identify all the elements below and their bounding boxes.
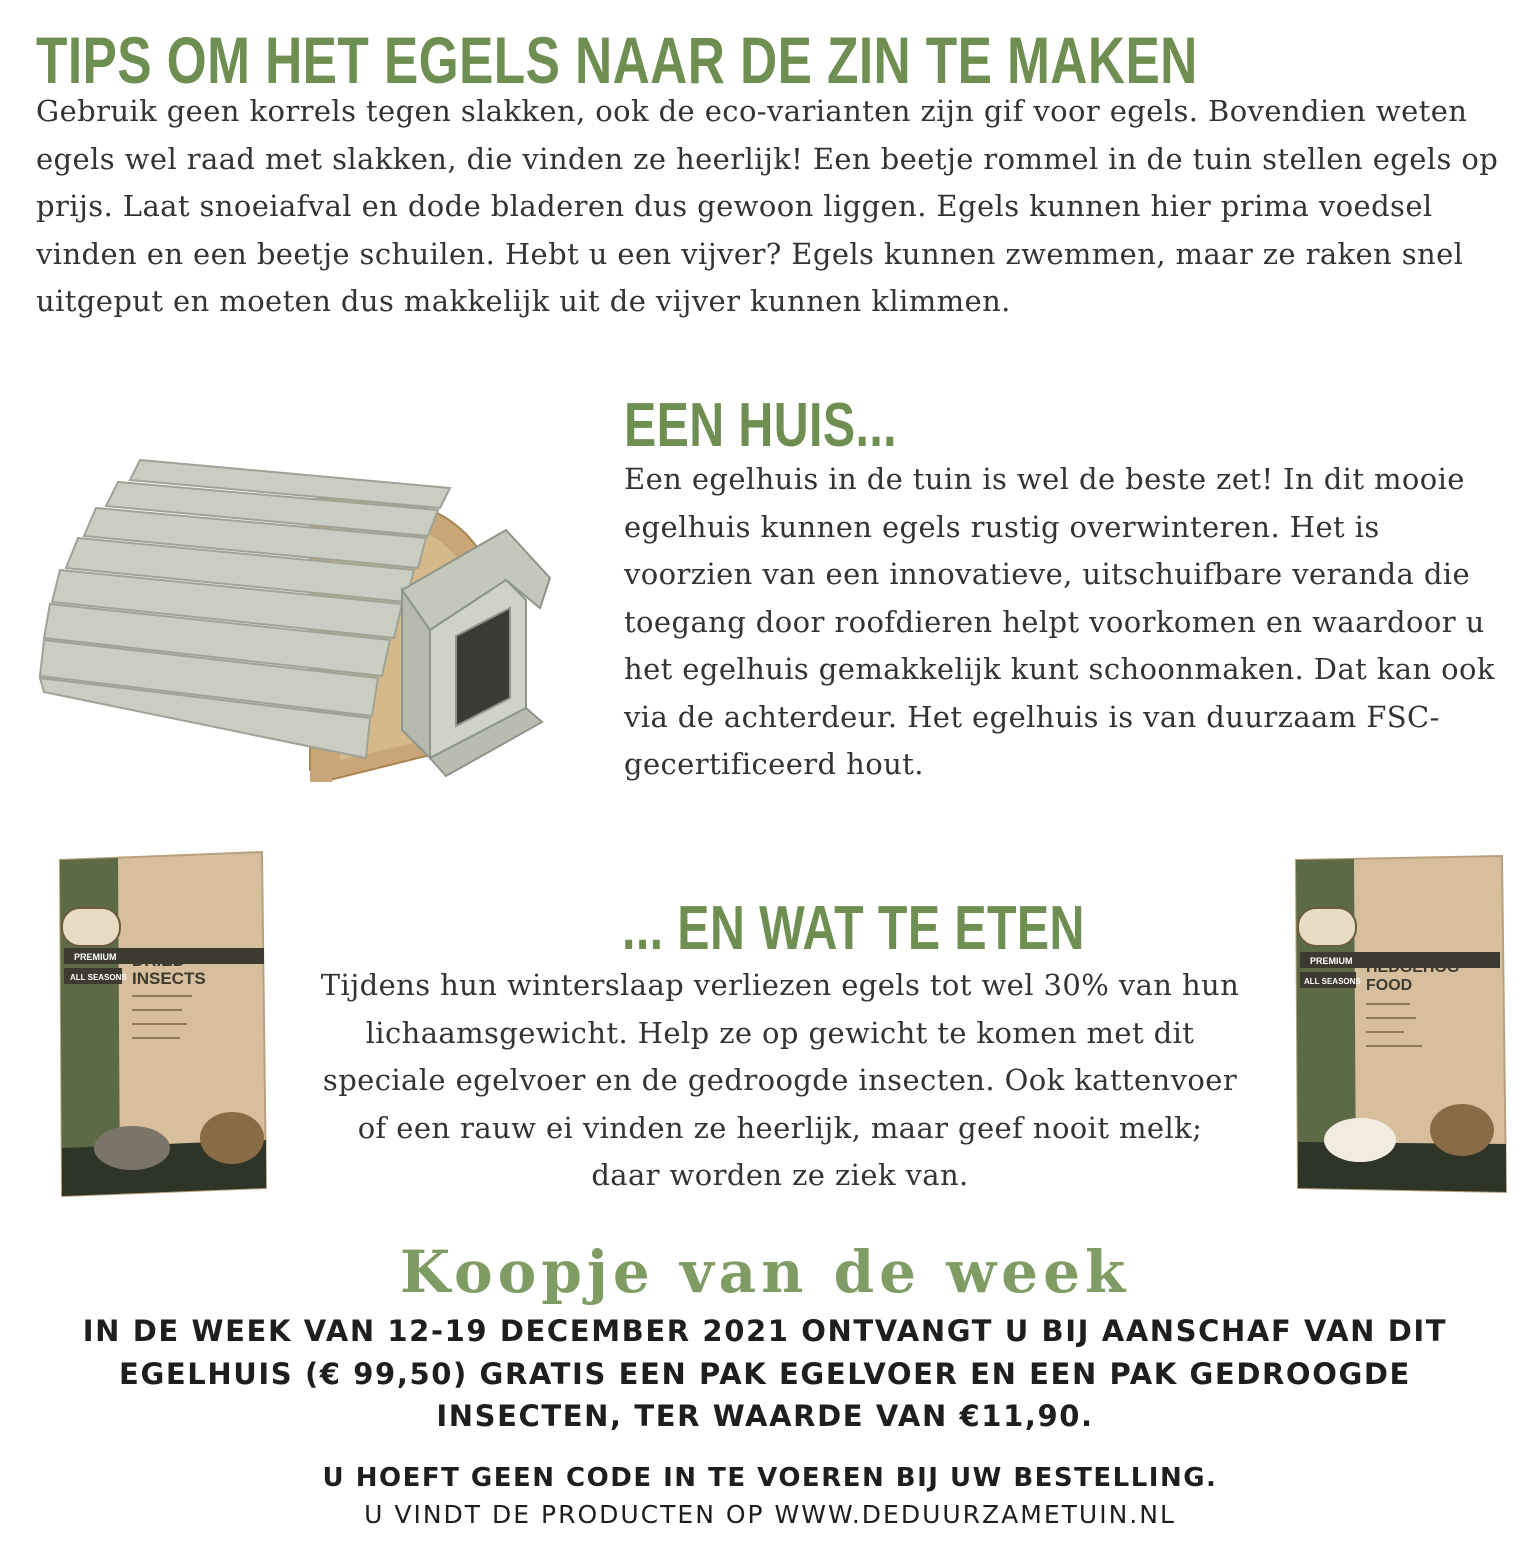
box-right-badge2: ALL SEASONS xyxy=(1304,977,1361,986)
food-heading: ... EN WAT TE ETEN xyxy=(622,894,1085,963)
no-code-note: U HOEFT GEEN CODE IN TE VOEREN BIJ UW BESTELLING. xyxy=(322,1463,1218,1493)
box-left-name2: INSECTS xyxy=(132,969,206,988)
food-paragraph: Tijdens hun winterslaap verliezen egels tot wel 30% van hun lichaamsgewicht. Help ze op gewicht te komen met dit speciale egelvoer en de gedroogde insecten. Ook kattenvoer of een rauw ei vinden ze heerlijk, maar geef nooit melk; daar worden ze ziek van. xyxy=(320,968,1240,1192)
house-paragraph: Een egelhuis in de tuin is wel de beste zet! In dit mooie egelhuis kunnen egels rustig overwinteren. Het is voorzien van een innovatieve, uitschuifbare veranda die toegang door roofdieren helpt voorkomen en waardoor u het egelhuis gemakkelijk kunt schoonmaken. Dat kan ook via de achterdeur. Het egelhuis is van duurzaam FSC-gecertificeerd hout. xyxy=(624,462,1495,781)
box-right-badge1: PREMIUM xyxy=(1310,956,1353,966)
box-left-badge2: ALL SEASONS xyxy=(70,973,127,982)
box-right-name2: FOOD xyxy=(1366,977,1413,994)
deal-of-the-week-heading: Koopje van de week xyxy=(399,1238,1131,1306)
hedgehog-house-image xyxy=(30,440,570,800)
tips-paragraph: Gebruik geen korrels tegen slakken, ook de eco-varianten zijn gif voor egels. Bovendien weten egels wel raad met slakken, die vinden ze heerlijk! Een beetje rommel in de tuin stellen egels op prijs. Laat snoeiafval en dode bladeren dus gewoon liggen. Egels kunnen hier prima voedsel vinden en een beetje schuilen. Hebt u een vijver? Egels kunnen zwemmen, maar ze raken snel uitgeput en moeten dus makkelijk uit de vijver kunnen klimmen. xyxy=(36,94,1499,318)
tips-heading: TIPS OM HET EGELS NAAR DE ZIN TE MAKEN xyxy=(36,23,1198,97)
hedgehog-food-box-image xyxy=(1290,850,1512,1202)
dried-insects-box-image xyxy=(52,848,274,1203)
promo-paragraph: IN DE WEEK VAN 12-19 DECEMBER 2021 ONTVANGT U BIJ AANSCHAF VAN DIT EGELHUIS (€ 99,50) GRATIS EEN PAK EGELVOER EN EEN PAK GEDROOGDE INSECTEN, TER WAARDE VAN €11,90. xyxy=(82,1314,1448,1433)
website-note: U VINDT DE PRODUCTEN OP WWW.DEDUURZAMETUIN.NL xyxy=(364,1500,1176,1529)
box-left-name1: DRIED xyxy=(132,951,185,970)
house-heading: EEN HUIS... xyxy=(624,391,898,460)
box-left-badge1: PREMIUM xyxy=(74,952,117,962)
box-right-name1: HEDGEHOG xyxy=(1366,959,1460,976)
